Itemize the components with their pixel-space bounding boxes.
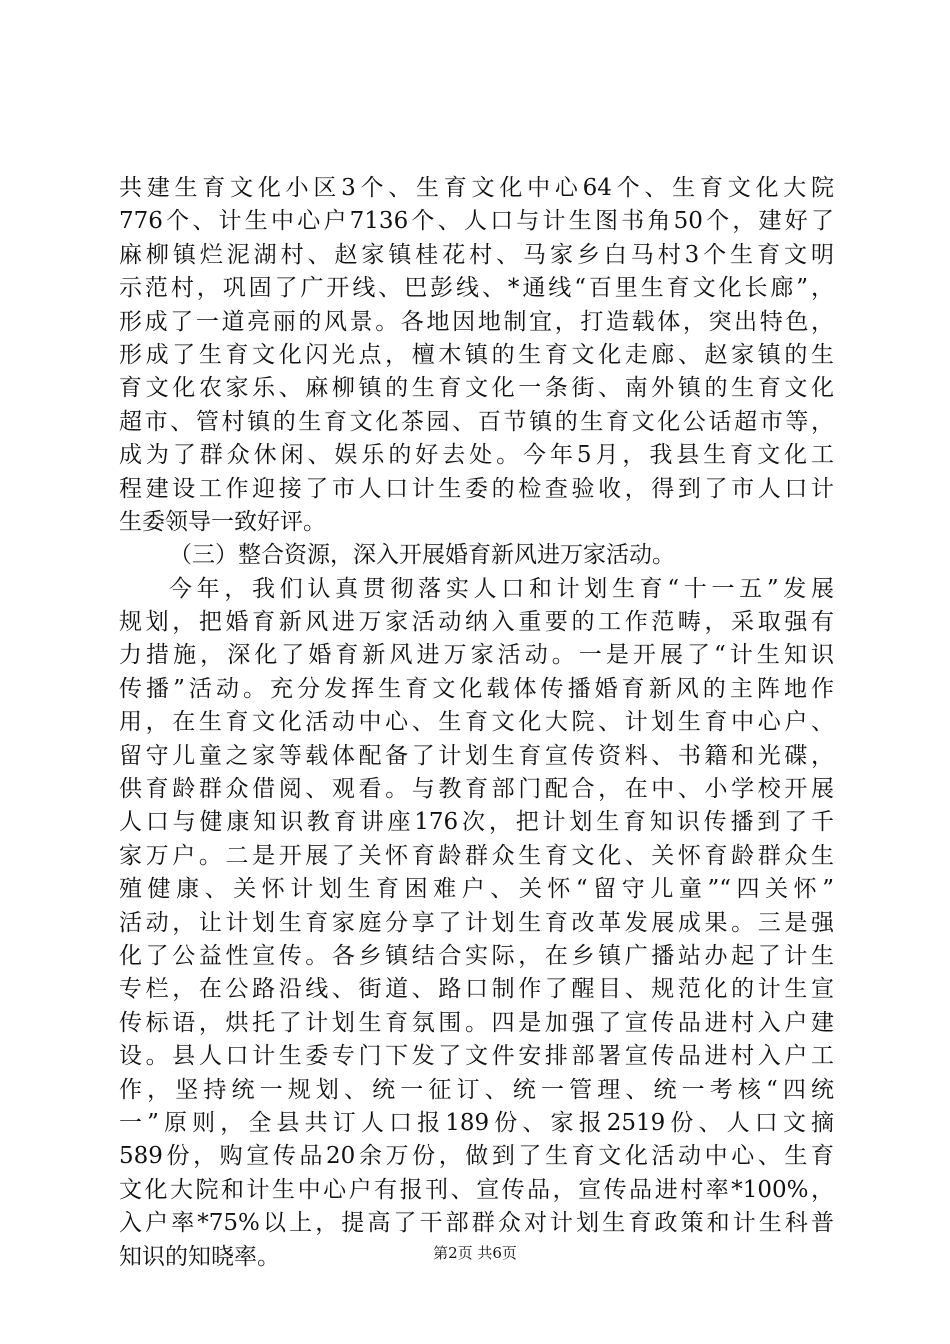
text-line: 活动，让计划生育家庭分享了计划生育改革发展成果。三是强 xyxy=(119,909,834,936)
text-line: 知识的知晓率。 xyxy=(119,1243,280,1270)
text-line: 今年，我们认真贯彻落实人口和计划生育“十一五”发展 xyxy=(169,575,834,602)
text-line: 入户率*75%以上，提高了干部群众对计划生育政策和计生科普 xyxy=(119,1210,834,1237)
text-line: 麻柳镇烂泥湖村、赵家镇桂花村、马家乡白马村3个生育文明 xyxy=(119,241,834,268)
text-line: 殖健康、关怀计划生育困难户、关怀“留守儿童”“四关怀” xyxy=(119,876,834,903)
text-line: 化了公益性宣传。各乡镇结合实际，在乡镇广播站办起了计生 xyxy=(119,942,834,969)
text-line: 规划，把婚育新风进万家活动纳入重要的工作范畴，采取强有 xyxy=(119,609,834,636)
text-line: 文化大院和计生中心户有报刊、宣传品，宣传品进村率*100%， xyxy=(119,1176,834,1203)
text-line: 一”原则，全县共订人口报189份、家报2519份、人口文摘 xyxy=(119,1109,834,1136)
text-line: 专栏，在公路沿线、街道、路口制作了醒目、规范化的计生宣 xyxy=(119,976,834,1003)
text-line: 留守儿童之家等载体配备了计划生育宣传资料、书籍和光碟， xyxy=(119,742,834,769)
text-line: 776个、计生中心户7136个、人口与计生图书角50个，建好了 xyxy=(119,208,834,235)
text-line: 传播”活动。充分发挥生育文化载体传播婚育新风的主阵地作 xyxy=(119,675,834,702)
text-line: 成为了群众休闲、娱乐的好去处。今年5月，我县生育文化工 xyxy=(119,442,834,469)
text-line: 人口与健康知识教育讲座176次，把计划生育知识传播到了千 xyxy=(119,809,834,836)
text-line: 超市、管村镇的生育文化茶园、百节镇的生育文化公话超市等， xyxy=(119,408,834,435)
text-line: 程建设工作迎接了市人口计生委的检查验收，得到了市人口计 xyxy=(119,475,834,502)
text-line: 用，在生育文化活动中心、生育文化大院、计划生育中心户、 xyxy=(119,709,834,736)
text-line: 力措施，深化了婚育新风进万家活动。一是开展了“计生知识 xyxy=(119,642,834,669)
text-line: 传标语，烘托了计划生育氛围。四是加强了宣传品进村入户建 xyxy=(119,1009,834,1036)
text-line: 作，坚持统一规划、统一征订、统一管理、统一考核“四统 xyxy=(119,1076,834,1103)
text-line: （三）整合资源，深入开展婚育新风进万家活动。 xyxy=(169,542,675,569)
text-line: 育文化农家乐、麻柳镇的生育文化一条街、南外镇的生育文化 xyxy=(119,375,834,402)
text-line: 形成了生育文化闪光点，檀木镇的生育文化走廊、赵家镇的生 xyxy=(119,341,834,368)
text-line: 示范村，巩固了广开线、巴彭线、*通线“百里生育文化长廊”， xyxy=(119,275,834,302)
document-body xyxy=(119,172,834,1274)
text-line: 共建生育文化小区3个、生育文化中心64个、生育文化大院 xyxy=(119,175,834,201)
text-line: 589份，购宣传品20余万份，做到了生育文化活动中心、生育 xyxy=(119,1143,834,1170)
text-line: 供育龄群众借阅、观看。与教育部门配合，在中、小学校开展 xyxy=(119,776,834,803)
text-line: 生委领导一致好评。 xyxy=(119,508,326,535)
page-number-footer: 第2页 共6页 xyxy=(433,1244,517,1262)
text-line: 形成了一道亮丽的风景。各地因地制宜，打造载体，突出特色， xyxy=(119,308,834,335)
text-line: 家万户。二是开展了关怀育龄群众生育文化、关怀育龄群众生 xyxy=(119,842,834,869)
text-line: 设。县人口计生委专门下发了文件安排部署宣传品进村入户工 xyxy=(119,1043,834,1070)
